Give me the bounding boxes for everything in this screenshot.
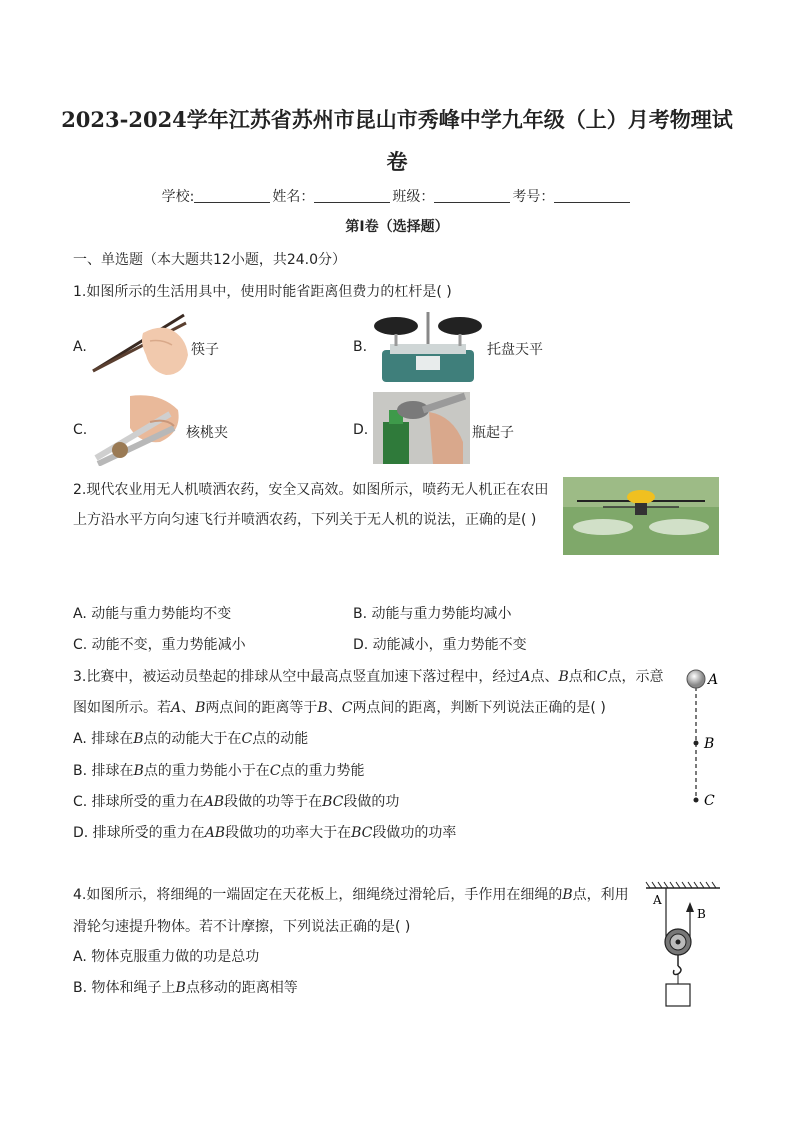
section-heading: 一、单选题（本大题共12小题，共24.0分）	[73, 252, 346, 268]
q1-option-b-letter: B.	[353, 339, 368, 355]
q3-option-d: D. 排球所受的重力在AB段做功的功率大于在BC段做功的功率	[73, 825, 457, 841]
q1-stem: 1.如图所示的生活用具中，使用时能省距离但费力的杠杆是( )	[73, 284, 452, 300]
q3-option-b: B. 排球在B点的重力势能小于在C点的重力势能	[73, 763, 365, 779]
q4-stem-line2: 滑轮匀速提升物体。若不计摩擦，下列说法正确的是( )	[73, 919, 411, 935]
balance-scale-image	[372, 308, 484, 386]
q1-option-a-letter: A.	[73, 339, 87, 355]
page-title: 2023-2024学年江苏省苏州市昆山市秀峰中学九年级（上）月考物理试	[61, 107, 733, 132]
q1-option-d-label: 瓶起子	[472, 425, 514, 441]
volume-title: 第I卷（选择题）	[345, 219, 449, 235]
q2-option-a: A. 动能与重力势能均不变	[73, 606, 232, 622]
q3-stem-line1: 3.比赛中，被运动员垫起的排球从空中最高点竖直加速下落过程中，经过A点、B点和C点，示意	[73, 669, 664, 685]
q1-option-a-label: 筷子	[191, 342, 219, 358]
q2-option-b: B. 动能与重力势能均减小	[353, 606, 512, 622]
student-info-line	[0, 186, 794, 206]
chopsticks-image	[88, 311, 190, 379]
q1-option-c-label: 核桃夹	[186, 425, 228, 441]
school-blank[interactable]	[194, 188, 270, 203]
nutcracker-image	[90, 392, 184, 466]
exam-no-blank[interactable]	[554, 188, 630, 203]
school-label: 学校:	[161, 189, 195, 205]
name-label: 姓名：	[272, 189, 315, 205]
q2-stem-line1: 2.现代农业用无人机喷洒农药，安全又高效。如图所示，喷药无人机正在农田	[73, 482, 549, 498]
q4-stem-line1: 4.如图所示，将细绳的一端固定在天花板上，细绳绕过滑轮后，手作用在细绳的B点，利用	[73, 887, 629, 903]
point-b-label: B	[704, 736, 715, 752]
drone-spraying-image	[563, 477, 719, 555]
fig-point-a-label: A	[653, 893, 662, 907]
q3-stem-line2: 图如图所示。若A、B两点间的距离等于B、C两点间的距离，判断下列说法正确的是( )	[73, 700, 606, 716]
point-c-label: C	[704, 793, 715, 809]
falling-ball-diagram	[682, 666, 722, 812]
q1-option-c-letter: C.	[73, 422, 88, 438]
q3-option-a: A. 排球在B点的动能大于在C点的动能	[73, 731, 309, 747]
exam-no-label: 考号：	[512, 189, 555, 205]
q2-option-d: D. 动能减小，重力势能不变	[353, 637, 527, 653]
q4-option-b: B. 物体和绳子上B点移动的距离相等	[73, 980, 298, 996]
bottle-opener-image	[373, 392, 470, 464]
q1-option-b-label: 托盘天平	[487, 342, 543, 358]
point-a-label: A	[708, 672, 719, 688]
class-blank[interactable]	[434, 188, 510, 203]
movable-pulley-diagram	[644, 880, 722, 1010]
class-label: 班级：	[392, 189, 435, 205]
q3-option-c: C. 排球所受的重力在AB段做的功等于在BC段做的功	[73, 794, 400, 810]
q2-stem-line2: 上方沿水平方向匀速飞行并喷洒农药，下列关于无人机的说法，正确的是( )	[73, 512, 537, 528]
q2-option-c: C. 动能不变，重力势能减小	[73, 637, 246, 653]
fig-point-b-label: B	[697, 907, 706, 921]
page-title-continued: 卷	[386, 149, 408, 174]
q1-option-d-letter: D.	[353, 422, 369, 438]
name-blank[interactable]	[314, 188, 390, 203]
q4-option-a: A. 物体克服重力做的功是总功	[73, 949, 260, 965]
